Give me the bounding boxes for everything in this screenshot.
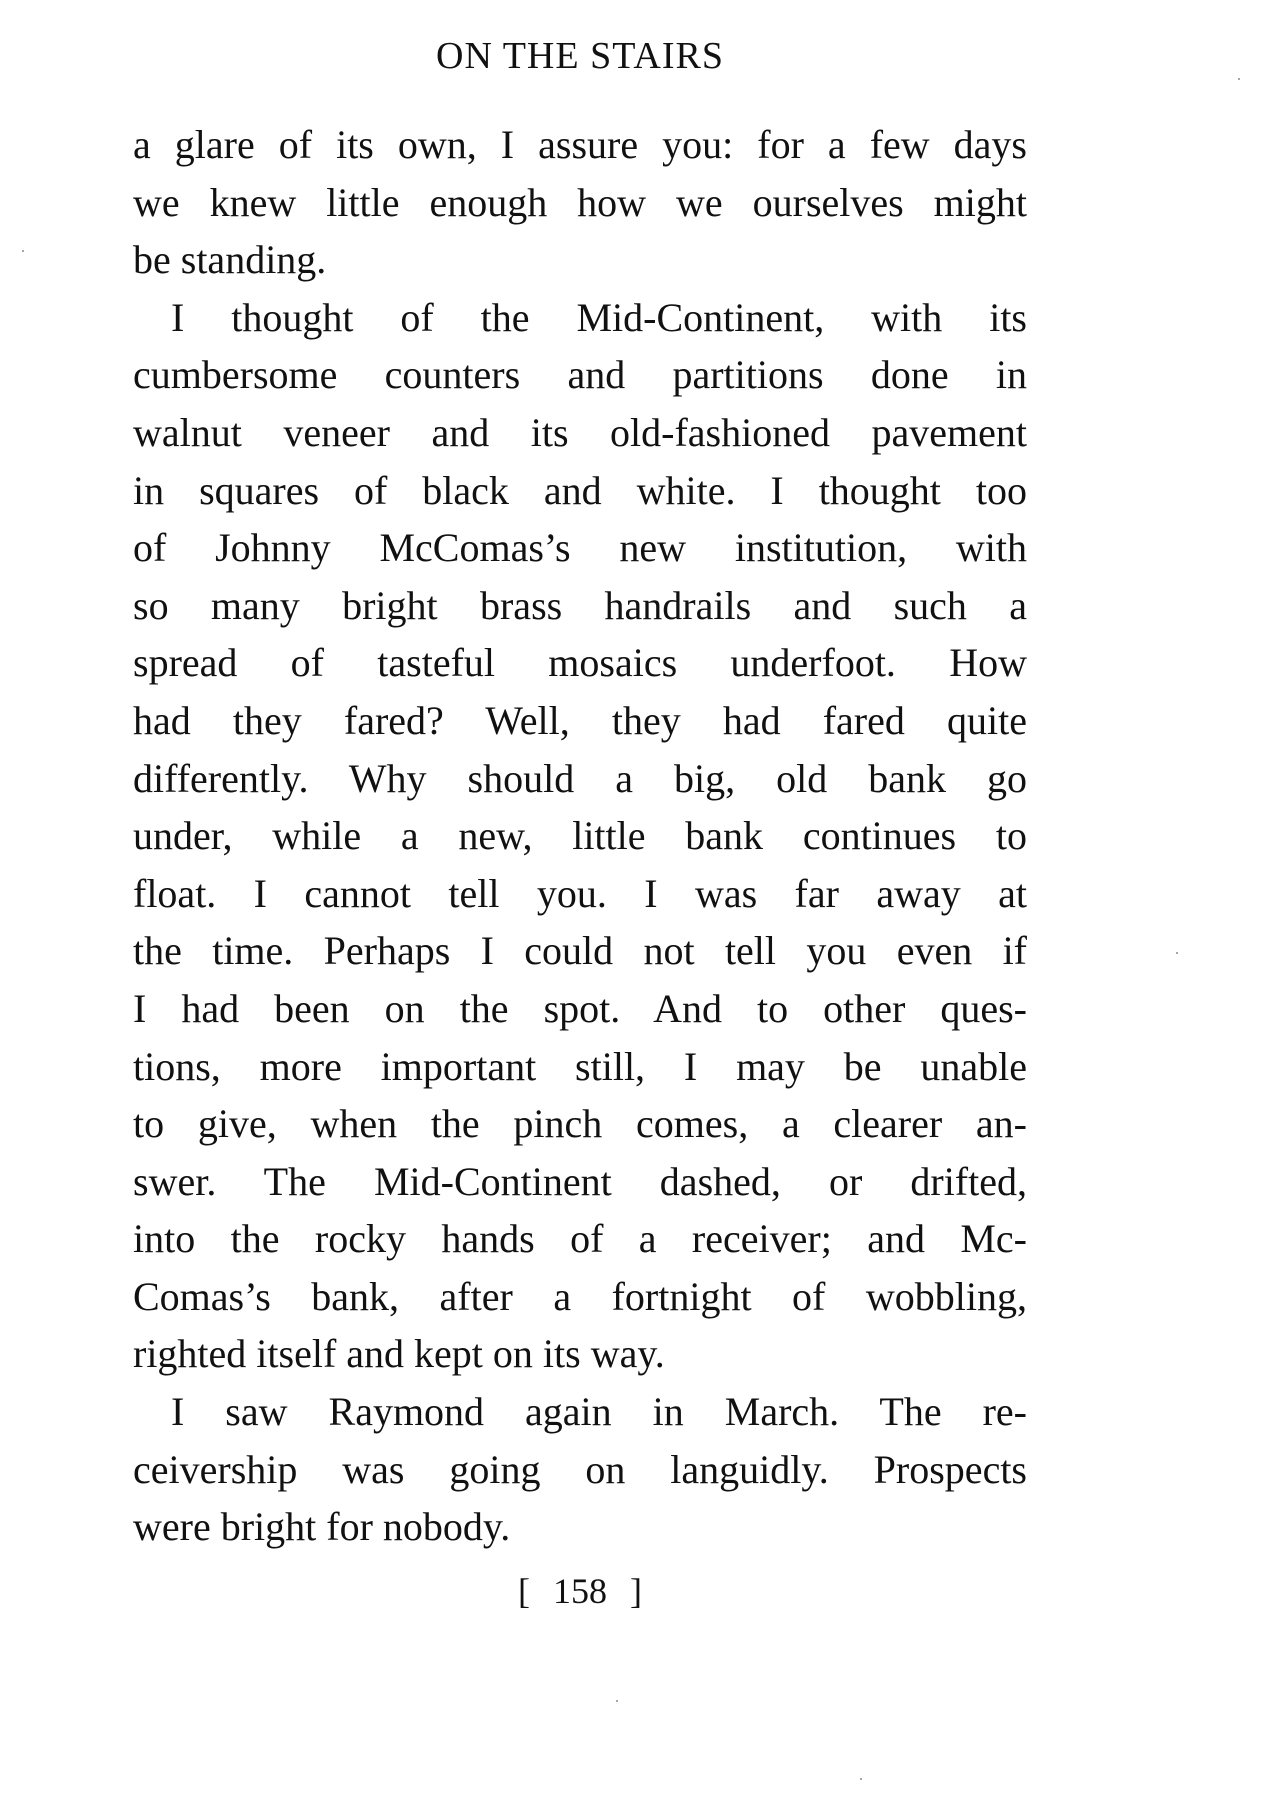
text-line: cumbersome counters and partitions done in <box>133 352 1027 398</box>
text-line: float. I cannot tell you. I was far away at <box>133 870 1027 916</box>
text-line: had they fared? Well, they had fared quite <box>133 697 1027 743</box>
text-line: under, while a new, little bank continues to <box>133 813 1027 859</box>
page-number: [ 158 ] <box>518 1571 642 1611</box>
running-head: ON THE STAIRS <box>436 35 724 77</box>
text-line: so many bright brass handrails and such a <box>133 582 1027 628</box>
text-line: Comas’s bank, after a fortnight of wobbling, <box>133 1273 1027 1319</box>
text-line: I thought of the Mid-Continent, with its <box>171 294 1027 340</box>
text-line: I saw Raymond again in March. The re- <box>171 1389 1027 1435</box>
text-line: swer. The Mid-Continent dashed, or drifted, <box>133 1158 1027 1204</box>
scan-speck <box>616 1700 618 1702</box>
text-line: differently. Why should a big, old bank go <box>133 755 1027 801</box>
text-line: be standing. <box>133 237 327 283</box>
text-line: were bright for nobody. <box>133 1504 511 1550</box>
text-line: tions, more important still, I may be unable <box>133 1043 1027 1089</box>
text-line: in squares of black and white. I thought too <box>133 467 1027 513</box>
body-text <box>133 116 1027 1556</box>
text-line: a glare of its own, I assure you: for a few days <box>133 122 1027 167</box>
text-line: we knew little enough how we ourselves might <box>133 179 1027 225</box>
scan-speck <box>1176 952 1178 954</box>
text-line: to give, when the pinch comes, a clearer an- <box>133 1101 1027 1147</box>
text-line: the time. Perhaps I could not tell you even if <box>133 928 1027 974</box>
text-line: into the rocky hands of a receiver; and Mc- <box>133 1216 1027 1262</box>
text-line: righted itself and kept on its way. <box>133 1331 665 1377</box>
text-line: walnut veneer and its old-fashioned pavement <box>133 409 1027 455</box>
scan-speck <box>860 1778 862 1780</box>
scan-speck <box>22 250 24 252</box>
text-line: spread of tasteful mosaics underfoot. How <box>133 640 1027 686</box>
text-line: I had been on the spot. And to other ques- <box>133 985 1027 1031</box>
text-line: ceivership was going on languidly. Prospects <box>133 1446 1027 1492</box>
scan-speck <box>1238 78 1240 80</box>
text-line: of Johnny McComas’s new institution, with <box>133 525 1027 571</box>
